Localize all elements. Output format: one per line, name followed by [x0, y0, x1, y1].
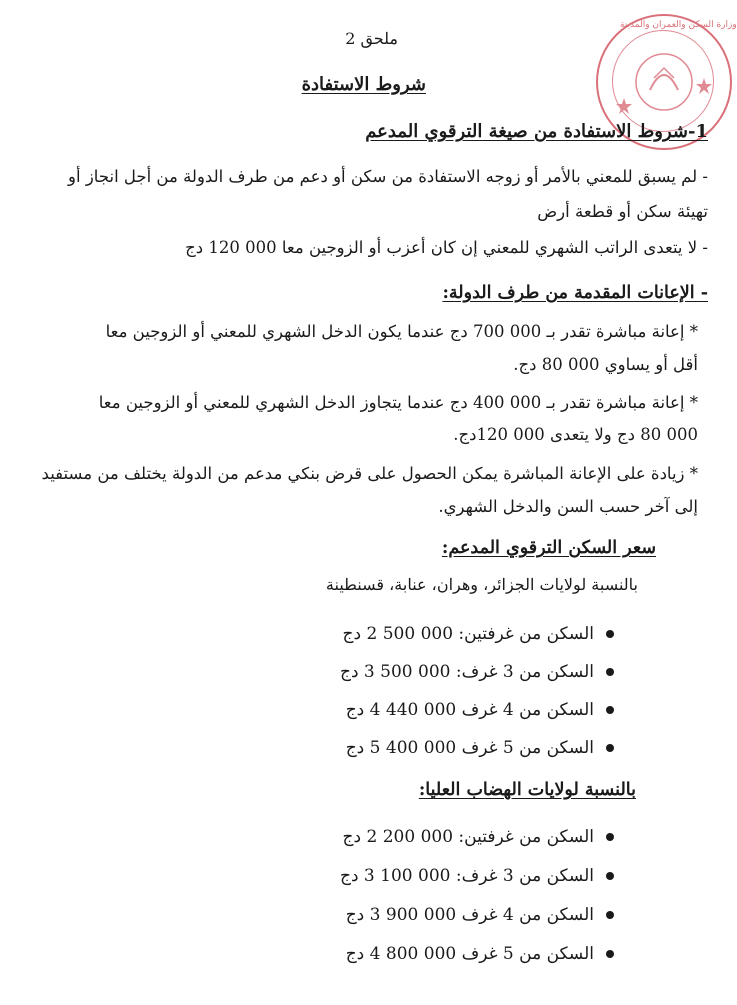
highlands-heading: بالنسبة لولايات الهضاب العليا:	[418, 780, 636, 800]
aid-item1-line1: * إعانة مباشرة تقدر بـ 000 700 دج عندما يكون الدخل الشهري للمعني أو الزوجين معا	[105, 322, 698, 341]
aid-item2-line1: * إعانة مباشرة تقدر بـ 000 400 دج عندما يتجاوز الدخل الشهري للمعني أو الزوجين معا	[98, 393, 698, 412]
highlands-item-text: السكن من 4 غرف 000 900 3 دج	[345, 905, 594, 925]
price-item-text: السكن من غرفتين: 000 500 2 دج	[342, 624, 594, 644]
bullet-icon	[606, 833, 614, 841]
stamp-text: وزارة السكن والعمران والمدينة	[620, 20, 737, 30]
section1-heading: 1-شروط الاستفادة من صيغة الترقوي المدعم	[365, 121, 708, 142]
price-item-text: السكن من 3 غرف: 000 500 3 دج	[339, 662, 594, 682]
highlands-item-text: السكن من غرفتين: 000 200 2 دج	[342, 827, 594, 847]
bullet-icon	[606, 911, 614, 919]
bullet-icon	[606, 950, 614, 958]
highlands-item-text: السكن من 3 غرف: 000 100 3 دج	[339, 866, 594, 886]
price-heading: سعر السكن الترقوي المدعم:	[441, 538, 656, 558]
aid-item3-line2: إلى آخر حسب السن والدخل الشهري.	[438, 497, 698, 516]
price-item-text: السكن من 5 غرف 000 400 5 دج	[345, 738, 594, 758]
page-title: شروط الاستفادة	[301, 74, 426, 95]
aid-item3-line1: * زيادة على الإعانة المباشرة يمكن الحصول على قرض بنكي مدعم من الدولة يختلف من مستفيد	[41, 464, 698, 483]
bullet-icon	[606, 706, 614, 714]
bullet-icon	[606, 668, 614, 676]
section1-para1-line1: - لم يسبق للمعني بالأمر أو زوجه الاستفادة من سكن أو دعم من طرف الدولة من أجل انجاز أو	[68, 167, 708, 186]
bullet-icon	[606, 744, 614, 752]
highlands-item-text: السكن من 5 غرف 000 800 4 دج	[345, 944, 594, 964]
section1-para2: - لا يتعدى الراتب الشهري للمعني إن كان أعزب أو الزوجين معا 000 120 دج	[185, 238, 708, 257]
bullet-icon	[606, 872, 614, 880]
price-subheading: بالنسبة لولايات الجزائر، وهران، عنابة، قسنطينة	[325, 575, 638, 594]
state-aid-heading: - الإعانات المقدمة من طرف الدولة:	[442, 283, 708, 303]
price-item-text: السكن من 4 غرف 000 440 4 دج	[345, 700, 594, 720]
annex-label: ملحق 2	[345, 29, 398, 48]
bullet-icon	[606, 630, 614, 638]
aid-item2-line2: 000 80 دج ولا يتعدى 000 120دج.	[453, 425, 698, 444]
section1-para1-line2: تهيئة سكن أو قطعة أرض	[537, 202, 708, 221]
aid-item1-line2: أقل أو يساوي 000 80 دج.	[513, 355, 698, 374]
